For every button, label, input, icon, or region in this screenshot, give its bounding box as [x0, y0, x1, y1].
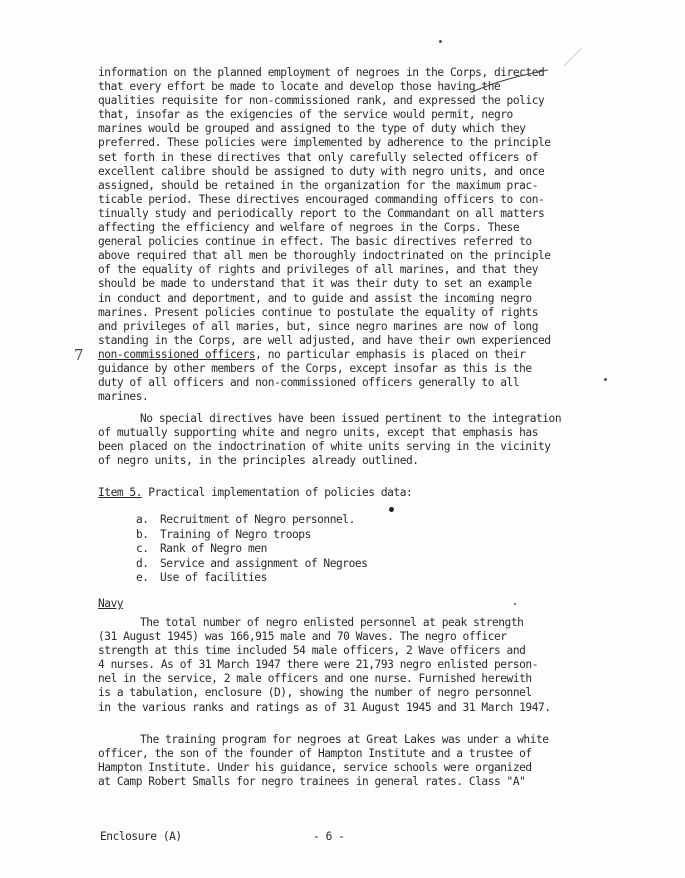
text-line: assigned, should be retained in the organization for the maximum prac-: [98, 178, 538, 192]
underlined-phrase: non-commissioned officers: [98, 347, 256, 361]
text-line: officer, the son of the founder of Hampton Institute and a trustee of: [98, 747, 532, 761]
item-5-list: [136, 513, 367, 586]
text-fragment: , no particular emphasis is placed on their: [255, 347, 526, 361]
list-item-text: Use of facilities: [160, 571, 267, 585]
text-line: been placed on the indoctrination of white units serving in the vicinity: [98, 440, 551, 454]
paragraph-4: [98, 733, 630, 789]
text-line: qualities requisite for non-commissioned rank, and expressed the policy: [98, 94, 545, 108]
text-line: is a tabulation, enclosure (D), showing the number of negro personnel: [98, 686, 532, 700]
text-line: marines. Present policies continue to postulate the equality of rights: [98, 305, 538, 319]
text-line: information on the planned employment of negroes in the Corps, directed: [98, 66, 545, 79]
text-line: of negro units, in the principles already outlined.: [98, 454, 419, 468]
faint-pencil-mark: [560, 42, 590, 72]
list-item-text: Recruitment of Negro personnel.: [160, 513, 355, 526]
text-line: above required that all men be thoroughly indoctrinated on the principle: [98, 249, 551, 263]
pencil-mark: [470, 66, 550, 96]
list-item-label: b.: [136, 527, 149, 541]
text-line: marines would be grouped and assigned to the type of duty which they: [98, 122, 526, 136]
list-item: [136, 557, 367, 572]
paragraph-1: [98, 66, 630, 404]
text-line: should be made to understand that it was their duty to set an example: [98, 277, 532, 291]
text-line: No special directives have been issued pertinent to the integration: [140, 412, 562, 425]
text-line: preferred. These policies were implemented by adherence to the principle: [98, 136, 551, 150]
text-line: of mutually supporting white and negro units, except that emphasis has: [98, 426, 538, 440]
item-5-heading: [98, 486, 412, 499]
list-item-label: e.: [136, 571, 149, 585]
footer-page-number: - 6 -: [313, 830, 345, 843]
text-line: [98, 348, 630, 362]
list-item-label: a.: [136, 513, 149, 526]
text-line: The total number of negro enlisted personnel at peak strength: [140, 616, 524, 629]
text-line: nel in the service, 2 male officers and one nurse. Furnished herewith: [98, 672, 532, 686]
ink-dot: [389, 507, 394, 512]
text-line: duty of all officers and non-commissioned officers generally to all: [98, 376, 520, 390]
scan-speck: [514, 603, 516, 605]
list-item: [136, 513, 367, 528]
item-title: Practical implementation of policies data:: [142, 486, 413, 499]
list-item-label: c.: [136, 542, 149, 556]
text-line: that every effort be made to locate and develop those having the: [98, 80, 501, 94]
text-line: at Camp Robert Smalls for negro trainees in general rates. Class "A": [98, 775, 526, 789]
text-line: in the various ranks and ratings as of 31 August 1945 and 31 March 1947.: [98, 700, 551, 714]
text-line: standing in the Corps, are well adjusted, and have their own experienced: [98, 333, 551, 347]
text-line: (31 August 1945) was 166,915 male and 70 Waves. The negro officer: [98, 630, 507, 644]
text-line: affecting the efficiency and welfare of negroes in the Corps. These: [98, 221, 520, 235]
text-line: set forth in these directives that only carefully selected officers of: [98, 150, 538, 164]
text-line: of the equality of rights and privileges of all marines, and that they: [98, 263, 538, 277]
text-line: tinually study and periodically report to the Commandant on all matters: [98, 206, 545, 220]
text-line: excellent calibre should be assigned to duty with negro units, and once: [98, 164, 545, 178]
text-line: marines.: [98, 390, 149, 404]
text-line: and privileges of all maries, but, since negro marines are now of long: [98, 319, 538, 333]
text-line: ticable period. These directives encouraged commanding officers to con-: [98, 192, 545, 206]
list-item-text: Training of Negro troops: [160, 527, 311, 541]
paragraph-2: [98, 412, 630, 468]
list-item: [136, 542, 367, 557]
list-item-label: d.: [136, 556, 149, 570]
text-line: that, insofar as the exigencies of the service would permit, negro: [98, 108, 513, 122]
text-line: Hampton Institute. Under his guidance, service schools were organized: [98, 761, 532, 775]
list-item: [136, 528, 367, 543]
handwritten-margin-mark: 7: [74, 346, 84, 364]
text-line: strength at this time included 54 male officers, 2 Wave officers and: [98, 644, 526, 658]
text-line: general policies continue in effect. The basic directives referred to: [98, 235, 532, 249]
text-line: guidance by other members of the Corps, except insofar as this is the: [98, 361, 532, 375]
text-line: The training program for negroes at Great Lakes was under a white: [140, 733, 549, 746]
paragraph-3: [98, 616, 630, 715]
text-line: in conduct and deportment, and to guide and assist the incoming negro: [98, 291, 532, 305]
scan-speck: [604, 378, 607, 381]
list-item-text: Rank of Negro men: [160, 542, 267, 556]
footer-enclosure: Enclosure (A): [100, 830, 182, 843]
navy-heading: Navy: [98, 597, 124, 610]
text-line: 4 nurses. As of 31 March 1947 there were 21,793 negro enlisted person-: [98, 658, 538, 672]
list-item: [136, 571, 367, 586]
scan-speck: [439, 40, 442, 43]
list-item-text: Service and assignment of Negroes: [160, 556, 368, 570]
item-label: Item 5.: [98, 486, 142, 499]
